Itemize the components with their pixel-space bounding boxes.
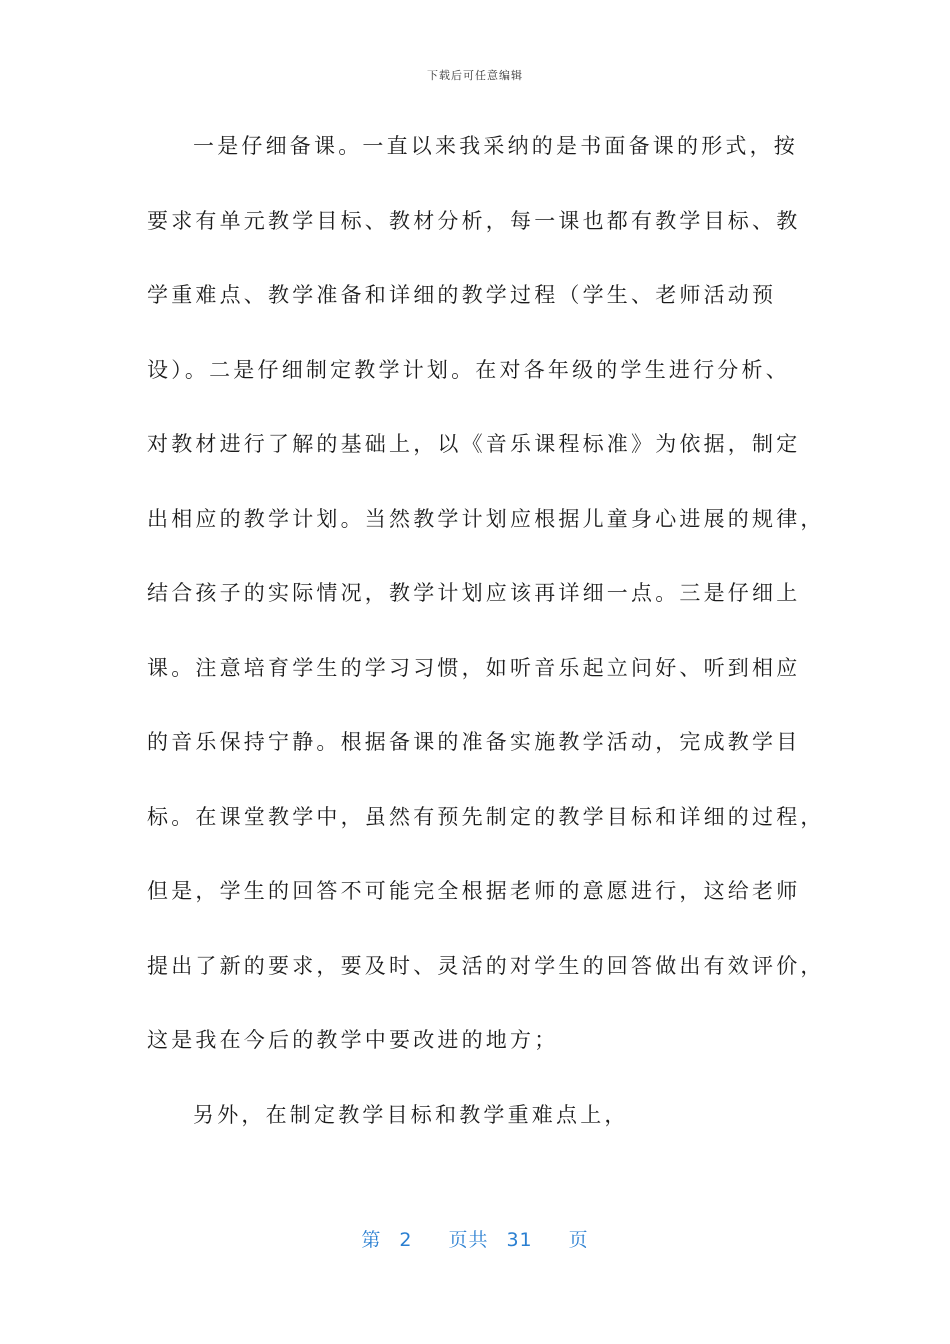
text-line: 一是仔细备课。一直以来我采纳的是书面备课的形式，按	[193, 134, 798, 158]
header-note: 下载后可任意编辑	[427, 69, 523, 82]
footer-middle: 页共	[448, 1229, 489, 1251]
text-line: 课。注意培育学生的学习习惯，如听音乐起立问好、听到相应	[147, 655, 801, 680]
text-line: 标。在课堂教学中，虽然有预先制定的教学目标和详细的过程，	[147, 804, 825, 829]
text-line: 对教材进行了解的基础上，以《音乐课程标准》为依据，制定	[147, 432, 801, 456]
footer-prefix: 第	[361, 1229, 382, 1251]
text-line: 要求有单元教学目标、教材分析，每一课也都有教学目标、教	[147, 208, 801, 233]
text-line: 设）。二是仔细制定教学计划。在对各年级的学生进行分析、	[147, 357, 790, 382]
text-line: 但是，学生的回答不可能完全根据老师的意愿进行，这给老师	[147, 879, 801, 903]
footer-suffix: 页	[568, 1229, 589, 1251]
text-line: 结合孩子的实际情况，教学计划应该再详细一点。三是仔细上	[147, 581, 801, 605]
text-line: 学重难点、教学准备和详细的教学过程（学生、老师活动预	[147, 283, 777, 307]
text-line: 提出了新的要求，要及时、灵活的对学生的回答做出有效评价，	[147, 953, 825, 978]
footer-page-number: 2	[399, 1229, 413, 1251]
text-line: 的音乐保持宁静。根据备课的准备实施教学活动，完成教学目	[147, 730, 801, 754]
paragraph-2-line: 另外，在制定教学目标和教学重难点上，	[193, 1102, 629, 1127]
footer-total-pages: 31	[506, 1229, 533, 1251]
document-body	[147, 122, 825, 1165]
text-line: 这是我在今后的教学中要改进的地方；	[147, 1028, 559, 1052]
text-line: 出相应的教学计划。当然教学计划应根据儿童身心进展的规律，	[147, 506, 825, 531]
page-footer	[0, 1225, 950, 1252]
